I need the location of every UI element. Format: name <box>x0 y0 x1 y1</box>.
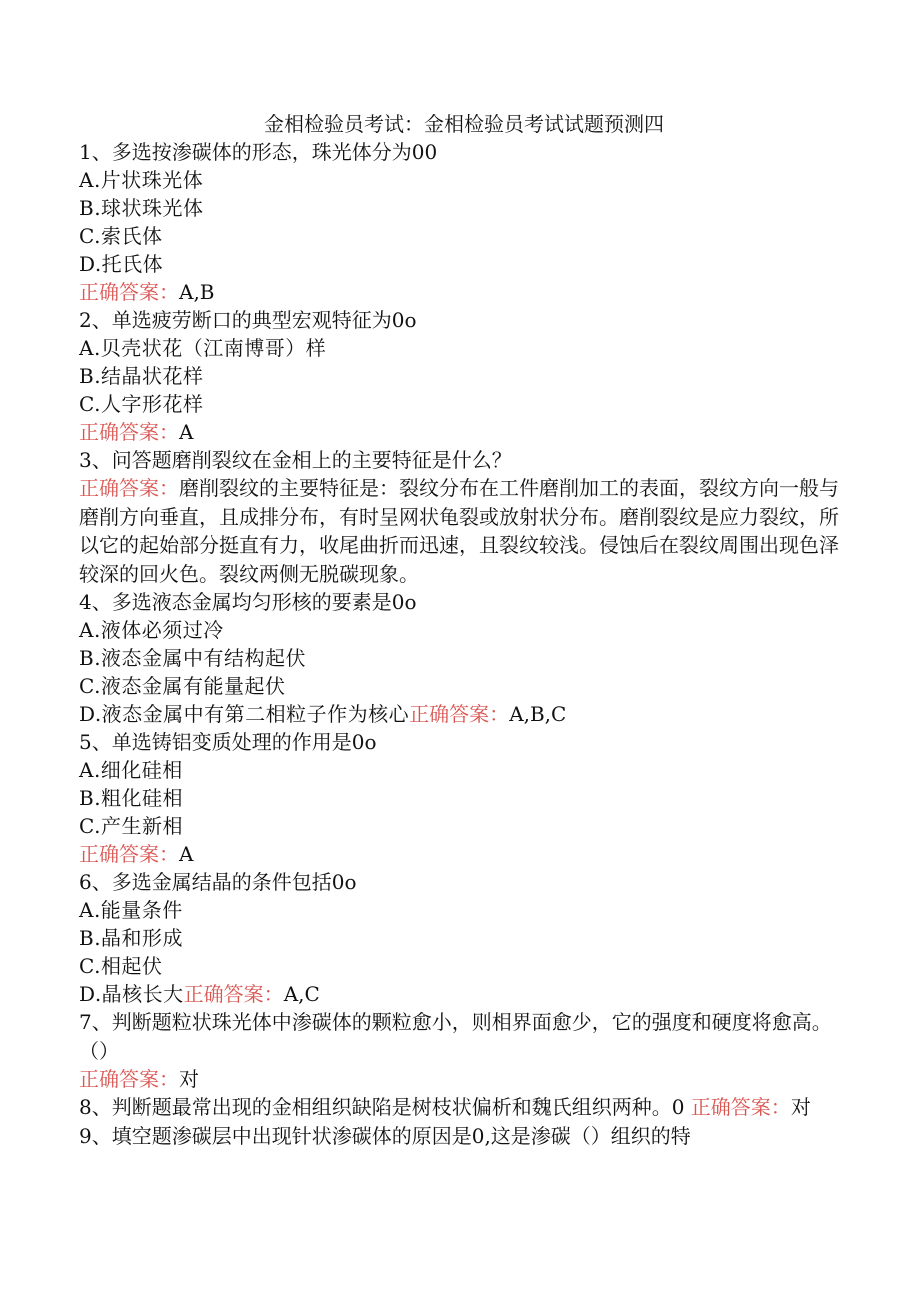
question-8-stem-with-answer <box>79 1093 839 1122</box>
question-4-option-a: A.液体必须过冷 <box>79 618 224 642</box>
answer-value: 对 <box>790 1095 811 1119</box>
document-title: 金相检验员考试：金相检验员考试试题预测四 <box>264 112 664 136</box>
answer-label: 正确答案： <box>409 702 510 726</box>
answer-label: 正确答案： <box>79 1067 179 1091</box>
answer-label: 正确答案： <box>183 982 284 1006</box>
answer-value: A,C <box>283 982 320 1006</box>
question-1-stem: 1、多选按渗碳体的形态，珠光体分为00 <box>79 140 438 164</box>
question-1-option-a: A.片状珠光体 <box>79 168 204 192</box>
answer-value: A <box>179 420 194 444</box>
answer-label: 正确答案： <box>79 476 179 500</box>
question-1-option-b: B.球状珠光体 <box>79 196 204 220</box>
question-2-option-b: B.结晶状花样 <box>79 364 204 388</box>
question-5-option-c: C.产生新相 <box>79 814 183 838</box>
question-6-option-b: B.晶和形成 <box>79 926 184 950</box>
question-6-stem: 6、多选金属结晶的条件包括0o <box>79 870 357 894</box>
question-6-option-a: A.能量条件 <box>79 898 183 922</box>
question-7-answer <box>79 1065 839 1093</box>
answer-value: A <box>179 842 194 866</box>
question-4-stem: 4、多选液态金属均匀形核的要素是0o <box>79 590 417 614</box>
question-4-option-b: B.液态金属中有结构起伏 <box>79 646 307 670</box>
answer-value: 对 <box>179 1067 199 1091</box>
question-1-option-d: D.托氏体 <box>79 252 164 276</box>
question-1-answer <box>79 278 839 306</box>
question-9-stem: 9、填空题渗碳层中出现针状渗碳体的原因是0,这是渗碳（）组织的特 <box>79 1123 691 1148</box>
answer-value: A,B <box>179 280 215 304</box>
answer-label: 正确答案： <box>690 1095 791 1119</box>
question-6-option-d: D.晶核长大 <box>79 982 184 1006</box>
question-1-option-c: C.索氏体 <box>79 224 163 248</box>
question-8-stem: 8、判断题最常出现的金相组织缺陷是树枝状偏析和魏氏组织两种。0 <box>79 1095 685 1119</box>
question-2-answer <box>79 418 839 446</box>
answer-value: 磨削裂纹的主要特征是：裂纹分布在工件磨削加工的表面，裂纹方向一般与磨削方向垂直，且成排分布，有时呈网状龟裂或放射状分布。磨削裂纹是应力裂纹，所以它的起始部分挺直有力，收尾曲折而迅速，且裂纹较浅。侵蚀后在裂纹周围出现色泽较深的回火色。裂纹两侧无脱碳现象。 <box>79 476 839 586</box>
question-2-option-c: C.人字形花样 <box>79 392 204 416</box>
question-4-option-d-with-answer <box>79 700 839 728</box>
question-5-option-a: A.细化硅相 <box>79 758 183 782</box>
question-6-option-d-with-answer <box>79 980 839 1008</box>
answer-value: A,B,C <box>509 702 567 726</box>
question-4-option-c: C.液态金属有能量起伏 <box>79 674 286 698</box>
question-6-option-c: C.相起伏 <box>79 954 163 978</box>
question-2-option-a: A.贝壳状花（江南博哥）样 <box>79 336 327 360</box>
question-3-stem: 3、问答题磨削裂纹在金相上的主要特征是什么？ <box>79 448 512 472</box>
question-5-answer <box>79 840 839 868</box>
answer-label: 正确答案： <box>79 842 179 866</box>
document-page <box>79 110 839 1150</box>
answer-label: 正确答案： <box>79 280 179 304</box>
question-5-stem: 5、单选铸铝变质处理的作用是0o <box>79 730 377 754</box>
answer-label: 正确答案： <box>79 420 179 444</box>
question-7-stem: 7、判断题粒状珠光体中渗碳体的颗粒愈小，则相界面愈少，它的强度和硬度将愈高。（） <box>79 1010 832 1063</box>
question-5-option-b: B.粗化硅相 <box>79 786 184 810</box>
question-2-stem: 2、单选疲劳断口的典型宏观特征为0o <box>79 308 417 332</box>
question-3-answer <box>79 474 839 588</box>
question-4-option-d: D.液态金属中有第二相粒子作为核心 <box>79 702 410 726</box>
